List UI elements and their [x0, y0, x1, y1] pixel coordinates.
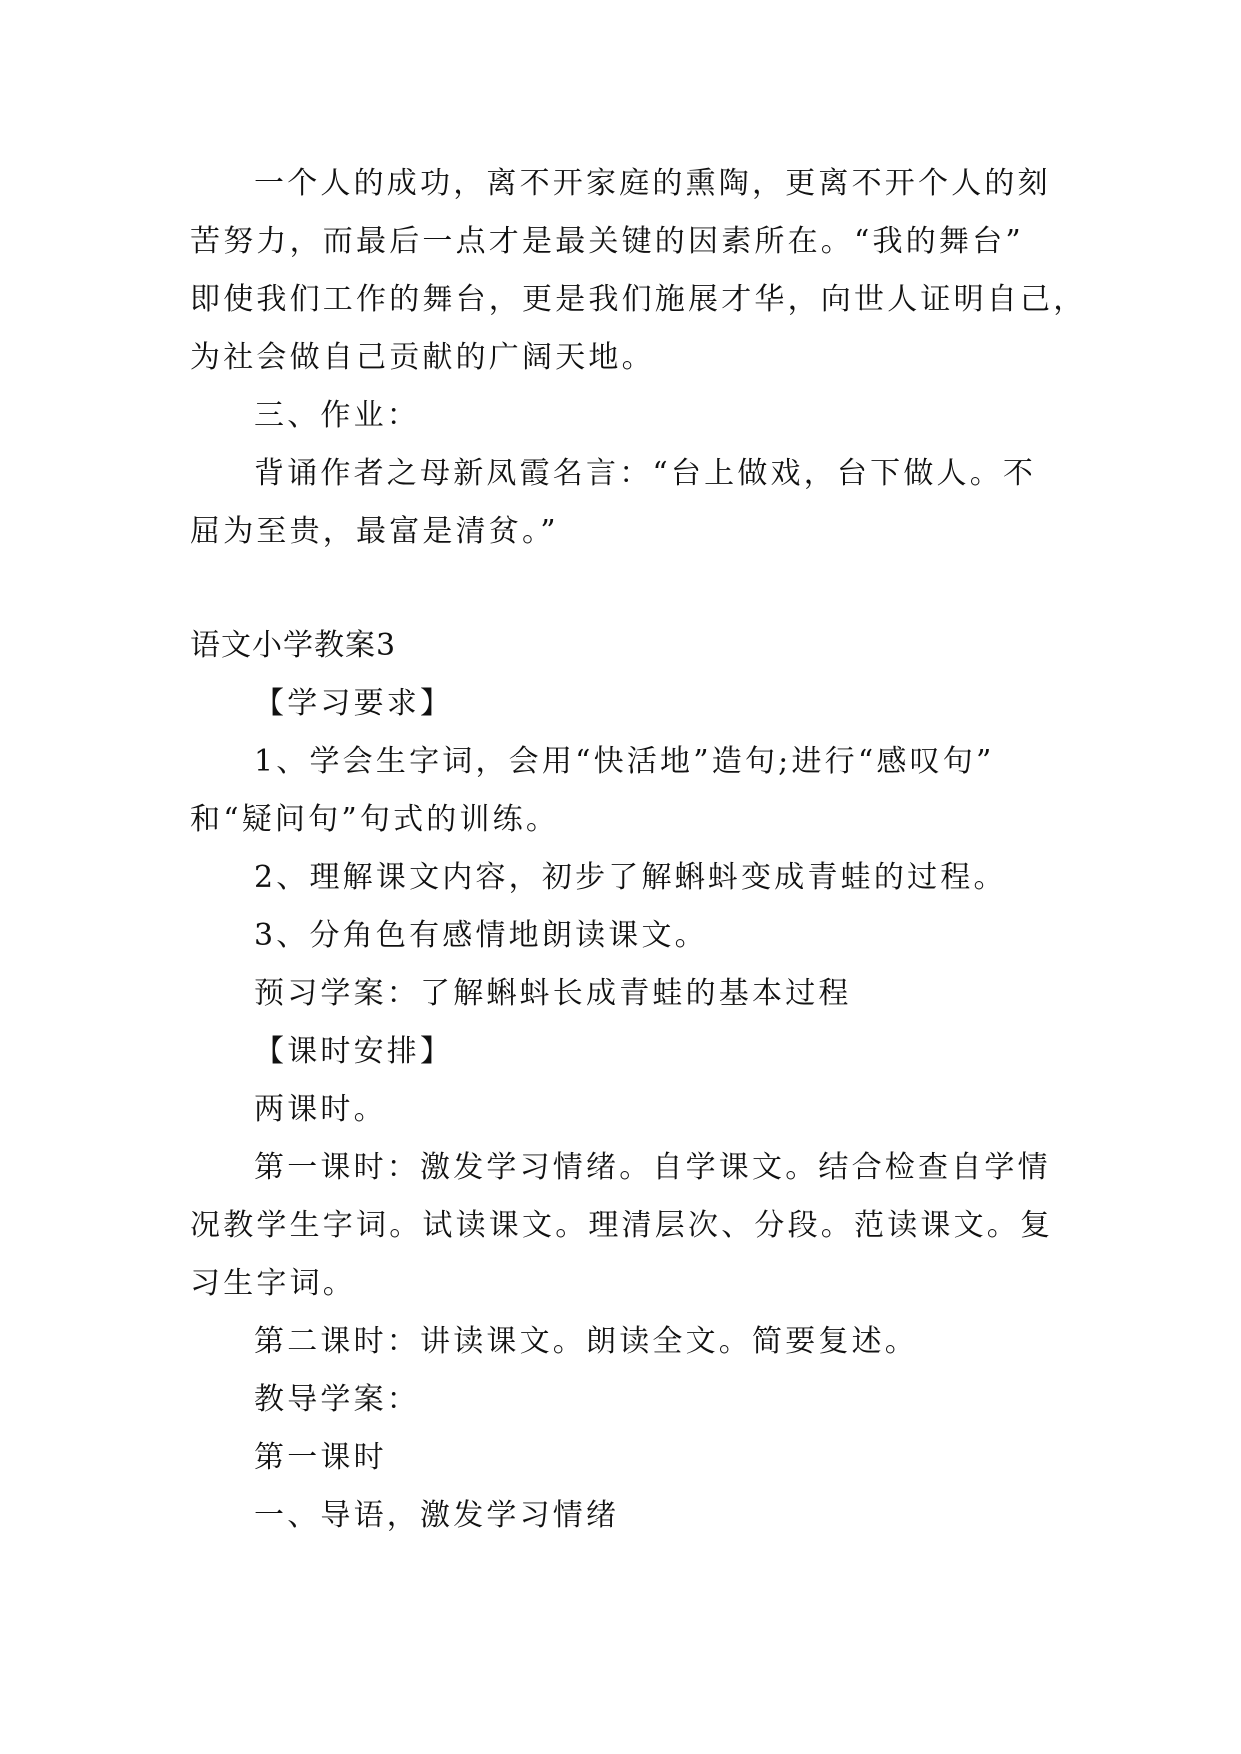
paragraph-line: 苦努力，而最后一点才是最关键的因素所在。“我的舞台”: [190, 224, 1024, 259]
document-page: [190, 0, 1087, 1754]
list-item: 1、学会生字词，会用“快活地”造句;进行“感叹句”: [254, 744, 995, 779]
paragraph-line: 预习学案：了解蝌蚪长成青蛙的基本过程: [254, 976, 852, 1011]
paragraph-line: 即使我们工作的舞台，更是我们施展才华，向世人证明自己，: [190, 282, 1087, 317]
list-item: 2、理解课文内容，初步了解蝌蚪变成青蛙的过程。: [254, 860, 1007, 895]
paragraph-line: 和“疑问句”句式的训练。: [190, 802, 560, 837]
section-heading: 三、作业：: [254, 398, 420, 433]
paragraph-line: 教导学案：: [254, 1382, 420, 1417]
paragraph-line: 屈为至贵，最富是清贫。”: [190, 514, 559, 549]
paragraph-line: 况教学生字词。试读课文。理清层次、分段。范读课文。复: [190, 1208, 1054, 1243]
paragraph-line: 习生字词。: [190, 1266, 356, 1301]
document-title: 语文小学教案3: [190, 628, 397, 663]
paragraph-line: 第一课时: [254, 1440, 387, 1475]
section-heading: 【课时安排】: [254, 1034, 454, 1069]
paragraph-line: 第一课时：激发学习情绪。自学课文。结合检查自学情: [254, 1150, 1051, 1185]
paragraph-line: 一、导语，激发学习情绪: [254, 1498, 620, 1533]
paragraph-line: 背诵作者之母新凤霞名言：“台上做戏，台下做人。不: [254, 456, 1037, 491]
paragraph-line: 两课时。: [254, 1092, 387, 1127]
list-item: 3、分角色有感情地朗读课文。: [254, 918, 708, 953]
paragraph-line: 第二课时：讲读课文。朗读全文。简要复述。: [254, 1324, 918, 1359]
section-heading: 【学习要求】: [254, 686, 454, 721]
paragraph-line: 为社会做自己贡献的广阔天地。: [190, 340, 655, 375]
paragraph-line: 一个人的成功，离不开家庭的熏陶，更离不开个人的刻: [254, 166, 1051, 201]
